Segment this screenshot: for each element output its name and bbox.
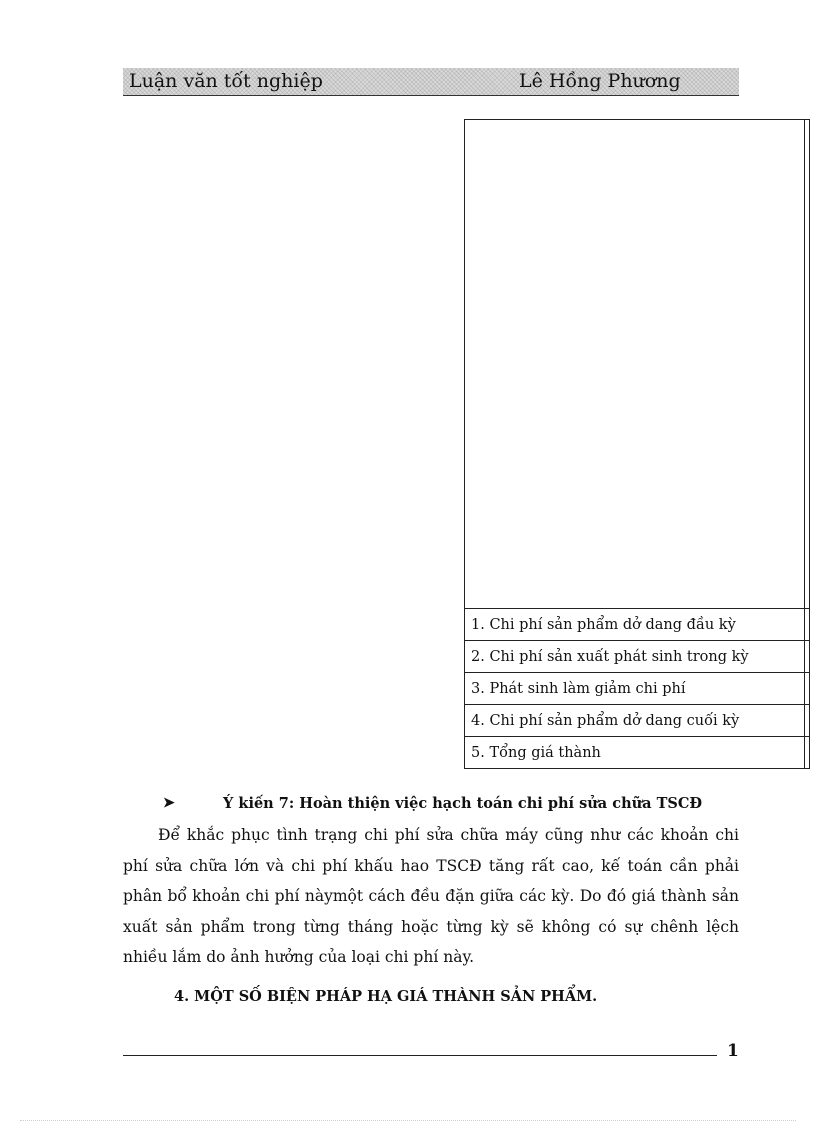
table-row: [465, 641, 810, 673]
table-row-label: 4. Chi phí sản phẩm dở dang cuối kỳ: [465, 705, 805, 737]
cost-table: [464, 119, 810, 769]
table-row: [465, 673, 810, 705]
table-value-cell: [804, 737, 809, 769]
opinion-paragraph: Để khắc phục tình trạng chi phí sửa chữa máy cũng như các khoản chi phí sửa chữa lớn và chi phí khấu hao TSCĐ tăng rất cao, kế toán cần phải phân bổ khoản chi phí nàymột cách đều đặn giữa các kỳ. Do đó giá thành sản xuất sản phẩm trong từng tháng hoặc từng kỳ sẽ không có sự chênh lệch nhiều lắm do ảnh hưởng của loại chi phí này.: [123, 826, 739, 966]
running-header: [123, 68, 739, 96]
table-value-cell: [804, 641, 809, 673]
table-row: [465, 609, 810, 641]
table-blank-cell: [465, 120, 805, 609]
table-row-label: 5. Tổng giá thành: [465, 737, 805, 769]
page-bottom-divider: [20, 1120, 796, 1121]
section-heading: 4. MỘT SỐ BIỆN PHÁP HẠ GIÁ THÀNH SẢN PHẨM.: [174, 988, 598, 1005]
table-value-cell: [804, 673, 809, 705]
table-header-blank-row: [465, 120, 810, 609]
header-thesis-title: Luận văn tốt nghiệp: [129, 70, 323, 92]
table-row-label: 3. Phát sinh làm giảm chi phí: [465, 673, 805, 705]
table-row-label: 1. Chi phí sản phẩm dở dang đầu kỳ: [465, 609, 805, 641]
arrowhead-bullet-icon: ➤: [163, 795, 175, 811]
table-row: [465, 737, 810, 769]
table-narrow-cell: [804, 120, 809, 609]
table-value-cell: [804, 705, 809, 737]
footer-rule: [123, 1055, 717, 1056]
header-author-name: Lê Hồng Phương: [519, 70, 681, 92]
page-number: 1: [727, 1041, 739, 1061]
table-row-label: 2. Chi phí sản xuất phát sinh trong kỳ: [465, 641, 805, 673]
opinion-heading: Ý kiến 7: Hoàn thiện việc hạch toán chi phí sửa chữa TSCĐ: [223, 795, 703, 812]
table-row: [465, 705, 810, 737]
table-value-cell: [804, 609, 809, 641]
